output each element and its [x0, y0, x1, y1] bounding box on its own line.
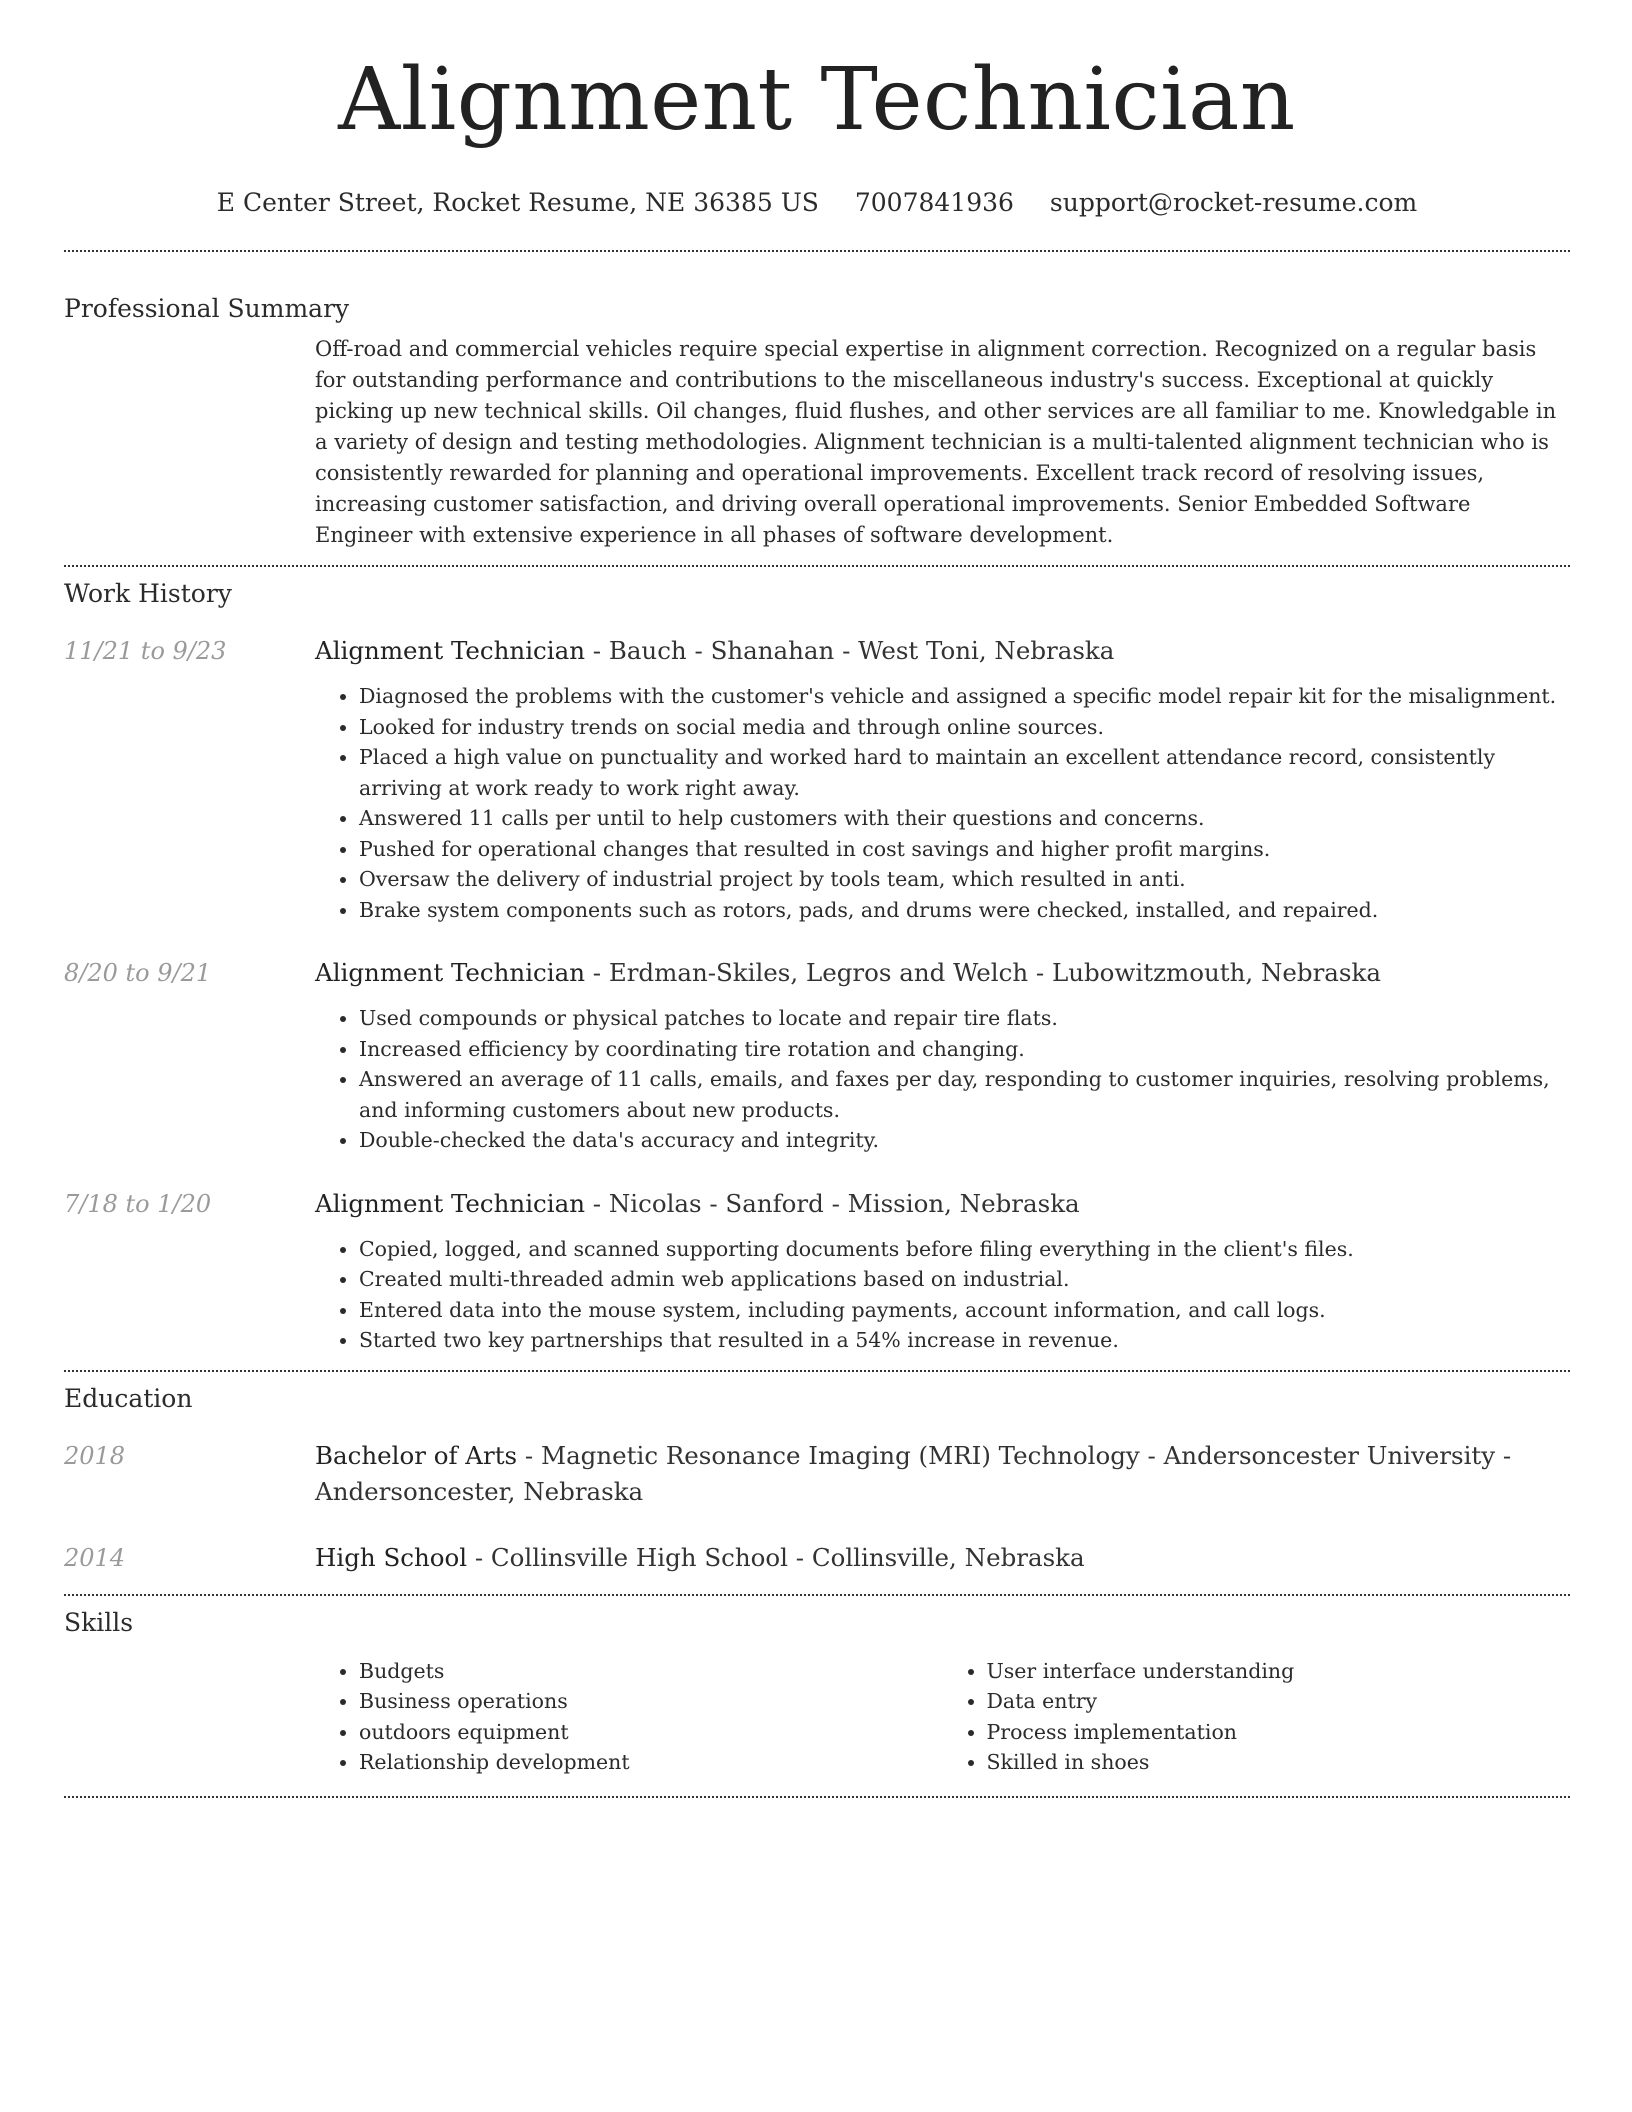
- job-title: [315, 1186, 1570, 1222]
- email: support@rocket-resume.com: [1049, 188, 1418, 217]
- summary-section: [64, 292, 1570, 551]
- job-details: - Bauch - Shanahan - West Toni, Nebraska: [584, 636, 1115, 665]
- education-degree: Bachelor of Arts: [315, 1440, 518, 1470]
- skill-item: • Process implementation: [987, 1717, 1571, 1748]
- job-bullets: [315, 681, 1570, 925]
- contact-line: [64, 186, 1570, 220]
- education-title: [315, 1438, 1570, 1510]
- list-item: • Placed a high value on punctuality and worked hard to maintain an excellent attendance record, consistently arriving at work ready to work right away.: [359, 742, 1570, 803]
- summary-text: Off-road and commercial vehicles require special expertise in alignment correction. Recognized on a regular basis for outstanding performance and contributions to the miscellaneous industry's success. Exceptional at quickly picking up new technical skills. Oil changes, fluid flushes, and other services are all familiar to me. Knowledgable in a variety of design and testing methodologies. Alignment technician is a multi-talented alignment technician who is consistently rewarded for planning and operational improvements. Excellent track record of resolving issues, increasing customer satisfaction, and driving overall operational improvements. Senior Embedded Software Engineer with extensive experience in all phases of software development.: [315, 337, 1557, 547]
- education-title: [315, 1540, 1570, 1576]
- skill-item: • Skilled in shoes: [987, 1747, 1571, 1778]
- job-title: [315, 633, 1570, 669]
- skill-item: • outdoors equipment: [359, 1717, 943, 1748]
- section-title-education: Education: [64, 1383, 193, 1413]
- list-item: • Double-checked the data's accuracy and integrity.: [359, 1125, 1570, 1156]
- job-bullets: [315, 1234, 1570, 1356]
- skill-item: • User interface understanding: [987, 1656, 1571, 1687]
- education-degree: High School: [315, 1542, 468, 1572]
- list-item: • Diagnosed the problems with the customer's vehicle and assigned a specific model repair kit for the misalignment.: [359, 681, 1570, 712]
- section-title-skills: Skills: [64, 1607, 134, 1637]
- job-dates: 8/20 to 9/21: [64, 959, 212, 987]
- list-item: • Oversaw the delivery of industrial project by tools team, which resulted in anti.: [359, 864, 1570, 895]
- resume-page: [64, 0, 1570, 1798]
- divider: [64, 250, 1570, 252]
- list-item: • Started two key partnerships that resulted in a 54% increase in revenue.: [359, 1325, 1570, 1356]
- education-year: 2018: [64, 1441, 126, 1470]
- work-history-section: [64, 577, 1570, 1356]
- job-title: [315, 955, 1570, 991]
- skill-item: • Business operations: [359, 1686, 943, 1717]
- education-year: 2014: [64, 1543, 126, 1572]
- education-section: [64, 1382, 1570, 1576]
- list-item: • Used compounds or physical patches to locate and repair tire flats.: [359, 1003, 1570, 1034]
- job-entry: [64, 1186, 1570, 1356]
- list-item: • Brake system components such as rotors, pads, and drums were checked, installed, and repaired.: [359, 895, 1570, 926]
- list-item: • Copied, logged, and scanned supporting documents before filing everything in the client's files.: [359, 1234, 1570, 1265]
- divider: [64, 1796, 1570, 1798]
- skills-section: [64, 1606, 1570, 1778]
- skill-item: • Relationship development: [359, 1747, 943, 1778]
- job-entry: [64, 955, 1570, 1156]
- skills-grid: [315, 1656, 1570, 1778]
- list-item: • Entered data into the mouse system, including payments, account information, and call logs.: [359, 1295, 1570, 1326]
- skills-list-left: [315, 1656, 943, 1778]
- section-title-work: Work History: [64, 579, 232, 608]
- education-details: - Magnetic Resonance Imaging (MRI) Technology - Andersoncester University - Andersoncester, Nebraska: [315, 1440, 1512, 1506]
- address: E Center Street, Rocket Resume, NE 36385 US: [216, 188, 819, 217]
- phone: 7007841936: [854, 188, 1014, 217]
- skill-item: • Data entry: [987, 1686, 1571, 1717]
- skills-list-right: [943, 1656, 1571, 1778]
- job-dates: 11/21 to 9/23: [64, 637, 227, 665]
- job-details: - Nicolas - Sanford - Mission, Nebraska: [584, 1188, 1080, 1218]
- divider: [64, 1370, 1570, 1372]
- job-dates: 7/18 to 1/20: [64, 1189, 212, 1218]
- job-role: Alignment Technician: [315, 1188, 585, 1218]
- job-details: - Erdman-Skiles, Legros and Welch - Lubowitzmouth, Nebraska: [584, 958, 1381, 987]
- divider: [64, 1594, 1570, 1596]
- job-bullets: [315, 1003, 1570, 1156]
- candidate-name: Alignment Technician: [338, 50, 1296, 150]
- job-role: Alignment Technician: [315, 958, 585, 987]
- list-item: • Answered an average of 11 calls, emails, and faxes per day, responding to customer inquiries, resolving problems, and informing customers about new products.: [359, 1064, 1570, 1125]
- list-item: • Increased efficiency by coordinating tire rotation and changing.: [359, 1034, 1570, 1065]
- education-entry: [64, 1540, 1570, 1576]
- job-entry: [64, 633, 1570, 925]
- skill-item: • Budgets: [359, 1656, 943, 1687]
- job-role: Alignment Technician: [315, 636, 585, 665]
- education-details: - Collinsville High School - Collinsville, Nebraska: [467, 1542, 1085, 1572]
- list-item: • Pushed for operational changes that resulted in cost savings and higher profit margins.: [359, 834, 1570, 865]
- section-title-summary: Professional Summary: [64, 294, 350, 323]
- list-item: • Answered 11 calls per until to help customers with their questions and concerns.: [359, 803, 1570, 834]
- list-item: • Looked for industry trends on social media and through online sources.: [359, 712, 1570, 743]
- education-entry: [64, 1438, 1570, 1510]
- divider: [64, 565, 1570, 567]
- list-item: • Created multi-threaded admin web applications based on industrial.: [359, 1264, 1570, 1295]
